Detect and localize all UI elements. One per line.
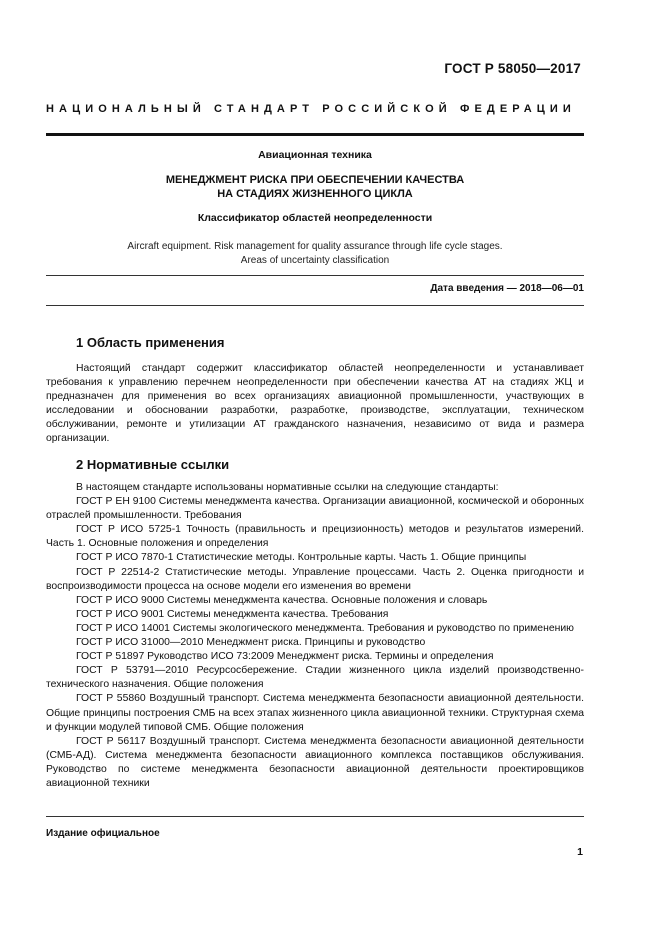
reference-item: ГОСТ Р ИСО 14001 Системы экологического менеджмента. Требования и руководство по применению [76,622,574,634]
national-standard-title: НАЦИОНАЛЬНЫЙ СТАНДАРТ РОССИЙСКОЙ ФЕДЕРАЦИИ [46,103,576,115]
date-introduced: Дата введения — 2018—06—01 [430,283,584,294]
reference-item: ГОСТ Р 55860 Воздушный транспорт. Система менеджмента безопасности авиационной деятельности. Общие принципы построения СМБ на всех этапах жизненного цикла авиационной техники. Структурная схема и функции модулей типовой СМБ. Общие положения [46,693,584,733]
reference-item: ГОСТ Р ИСО 5725-1 Точность (правильность и прецизионность) методов и результатов измерений. Часть 1. Основные положения и определения [46,524,584,550]
reference-item: ГОСТ Р ИСО 9000 Системы менеджмента качества. Основные положения и словарь [76,594,488,606]
section-2-intro: В настоящем стандарте использованы нормативные ссылки на следующие стандарты: [76,482,499,493]
page-number: 1 [577,846,583,858]
official-edition-label: Издание официальное [46,828,160,839]
reference-item: ГОСТ Р 22514-2 Статистические методы. Управление процессами. Часть 2. Оценка пригодности и воспроизводимости процесса на основе модели его изменения во времени [46,566,584,592]
title-rule [46,275,584,276]
date-rule [46,305,584,306]
section-1-body [46,362,584,447]
section-1-paragraph: Настоящий стандарт содержит классификатор областей неопределенности и устанавливает требования к управлению перечнем неопределенности при обеспечении качества АТ на стадиях ЖЦ и предназначен для применения во всех организациях авиационной промышленности, участвующих в исследовании и обосновании разработки, разработке, производстве, эксплуатации, техническом обслуживании, ремонте и утилизации АТ гражданского назначения, независимо от вида и размера организации. [46,363,584,445]
subject-heading: Авиационная техника [258,149,372,161]
reference-item: ГОСТ Р ЕН 9100 Системы менеджмента качества. Организации авиационной, космической и оборонных отраслей промышленности. Требования [46,496,584,522]
footer-rule [46,816,584,817]
english-title-line-2: Areas of uncertainty classification [240,255,390,266]
document-title [46,173,584,201]
section-2-heading: 2 Нормативные ссылки [76,457,230,472]
reference-item: ГОСТ Р 51897 Руководство ИСО 73:2009 Менеджмент риска. Термины и определения [76,651,494,663]
reference-item: ГОСТ Р ИСО 31000—2010 Менеджмент риска. Принципы и руководство [76,637,426,649]
section-1-heading: 1 Область применения [76,335,225,350]
reference-item: ГОСТ Р ИСО 9001 Системы менеджмента качества. Требования [76,608,389,620]
reference-item: ГОСТ Р 53791—2010 Ресурсосбережение. Стадии жизненного цикла изделий производственно-технического назначения. Общие положения [46,665,584,691]
reference-item: ГОСТ Р ИСО 7870-1 Статистические методы. Контрольные карты. Часть 1. Общие принципы [76,552,527,564]
document-subtitle: Классификатор областей неопределенности [197,212,433,224]
document-number: ГОСТ Р 58050—2017 [444,61,581,76]
header-rule [46,133,584,136]
title-line-2: НА СТАДИЯХ ЖИЗНЕННОГО ЦИКЛА [217,188,413,200]
english-title-line-1: Aircraft equipment. Risk management for quality assurance through life cycle stages. [127,241,503,252]
reference-item: ГОСТ Р 56117 Воздушный транспорт. Система менеджмента безопасности авиационной деятельности (СМБ-АД). Система менеджмента безопасности авиационного комплекса поставщиков обслуживания. Руководство по системе менеджмента безопасности авиационной деятельности проектировщиков авиационной техники [46,735,584,789]
title-line-1: МЕНЕДЖМЕНТ РИСКА ПРИ ОБЕСПЕЧЕНИИ КАЧЕСТВА [165,174,465,186]
section-2-body [46,481,584,791]
english-title [46,240,584,268]
